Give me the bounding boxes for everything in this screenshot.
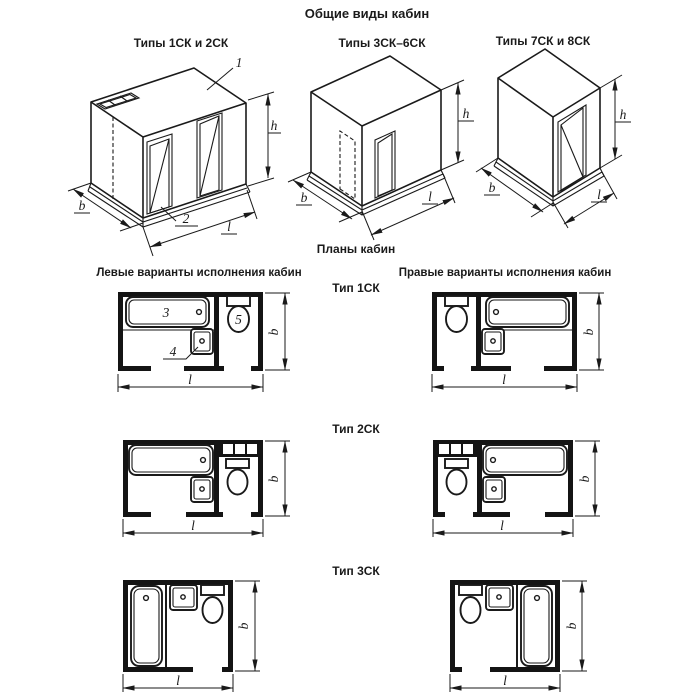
- title-general-views: Общие виды кабин: [304, 6, 430, 21]
- dim-label-l: l: [227, 219, 231, 234]
- dimension-b: [562, 581, 587, 671]
- door-opening-right: [197, 113, 222, 198]
- washbasin-icon: [482, 329, 504, 354]
- base-plinth: [494, 158, 604, 206]
- bath-icon: [483, 445, 567, 475]
- plan-2sk-right: [433, 440, 600, 537]
- bath-icon: [486, 297, 569, 327]
- callout-cabin-body: [207, 55, 242, 90]
- cabin-box-1-2: [88, 68, 250, 227]
- callout-5-number: 5: [235, 312, 242, 327]
- plan-1sk-right: [432, 292, 604, 392]
- dim-label-l: l: [176, 673, 180, 688]
- dimension-l: [450, 673, 560, 692]
- toilet-icon: [226, 459, 249, 495]
- iso-view-types-7-8: [476, 34, 631, 228]
- dim-label-l: l: [597, 187, 601, 202]
- dimension-b-iso2: [288, 172, 362, 222]
- callout-3-number: 3: [162, 305, 170, 320]
- door-opening-front: [375, 131, 395, 198]
- washbasin-icon: [483, 477, 505, 502]
- hidden-door-dashed: [340, 131, 355, 199]
- door-opening-left: [147, 134, 172, 214]
- dim-label-b: b: [236, 622, 251, 630]
- callout-4-number: 4: [169, 344, 177, 359]
- dim-label-b: b: [577, 475, 592, 483]
- dim-label-l: l: [188, 372, 192, 387]
- dimension-b: [579, 293, 604, 370]
- title-right-variants: Правые варианты исполнения кабин: [398, 267, 612, 279]
- washbasin-icon: [191, 477, 213, 502]
- dimension-l: [433, 518, 573, 537]
- vent-block-icon: [433, 440, 477, 457]
- plan-2sk-left: [123, 440, 290, 537]
- dim-label-b: b: [488, 180, 496, 195]
- dimension-l: [432, 372, 577, 392]
- bath-icon: [131, 586, 162, 666]
- bath-icon: [521, 586, 552, 666]
- label-plan-type-1sk: Тип 1СК: [332, 281, 380, 295]
- dim-label-h: h: [619, 107, 627, 122]
- callout-1-number: 1: [235, 55, 243, 70]
- dimension-h-iso1: [248, 92, 281, 186]
- roof-vent-block-icon: [97, 93, 139, 109]
- label-iso-types-7-8: Типы 7СК и 8СК: [495, 34, 591, 48]
- washbasin-icon: [486, 585, 513, 610]
- dim-label-b: b: [581, 328, 596, 336]
- section-plans: [96, 242, 611, 692]
- dim-label-b: b: [266, 328, 281, 336]
- washbasin-icon: [170, 585, 197, 610]
- label-plan-type-2sk: Тип 2СК: [332, 422, 380, 436]
- cabin-outline: [498, 49, 600, 197]
- plan-3sk-left: [123, 580, 260, 692]
- plan-3sk-right: [450, 580, 587, 692]
- dim-label-h: h: [462, 106, 470, 121]
- dimension-b: [235, 581, 260, 671]
- dim-label-l: l: [502, 372, 506, 387]
- label-iso-types-1-2: Типы 1СК и 2СК: [133, 36, 229, 50]
- dimension-h-iso3: [600, 75, 631, 168]
- dimension-l: [123, 673, 233, 692]
- label-plan-type-3sk: Тип 3СК: [332, 564, 380, 578]
- iso-view-types-1-2: [68, 36, 281, 256]
- dim-label-l: l: [428, 189, 432, 204]
- toilet-icon: [459, 585, 482, 623]
- dim-label-l: l: [191, 518, 195, 533]
- iso-view-types-3-6: [288, 36, 474, 240]
- dim-label-b: b: [78, 198, 86, 213]
- dim-label-b: b: [564, 622, 579, 630]
- section-general-views: [68, 6, 631, 256]
- title-left-variants: Левые варианты исполнения кабин: [96, 267, 302, 279]
- dim-label-b: b: [300, 190, 308, 205]
- dimension-b-iso1: [68, 183, 143, 231]
- title-plans: Планы кабин: [316, 242, 396, 256]
- cabin-box-3-6: [307, 56, 445, 215]
- dim-label-h: h: [270, 118, 278, 133]
- dimension-b: [265, 293, 290, 370]
- toilet-icon: [445, 459, 468, 495]
- cabin-box-7-8: [494, 49, 604, 206]
- dimension-l-iso2: [362, 174, 455, 240]
- dim-label-l: l: [500, 518, 504, 533]
- callout-2-number: 2: [182, 211, 190, 226]
- dimension-l: [123, 518, 263, 537]
- label-iso-types-3-6: Типы 3СК–6СК: [338, 36, 426, 50]
- dimension-h-iso2: [441, 80, 474, 170]
- plan-1sk-left: [118, 292, 290, 392]
- vent-block-icon: [219, 440, 263, 457]
- dimension-l: [118, 372, 263, 392]
- dimension-b-iso3: [476, 158, 553, 217]
- dim-label-b: b: [266, 475, 281, 483]
- bath-icon: [129, 445, 213, 475]
- dim-label-l: l: [503, 673, 507, 688]
- toilet-icon: [201, 585, 224, 623]
- dimension-b: [575, 441, 600, 516]
- dimension-b: [265, 441, 290, 516]
- toilet-icon: [445, 296, 468, 332]
